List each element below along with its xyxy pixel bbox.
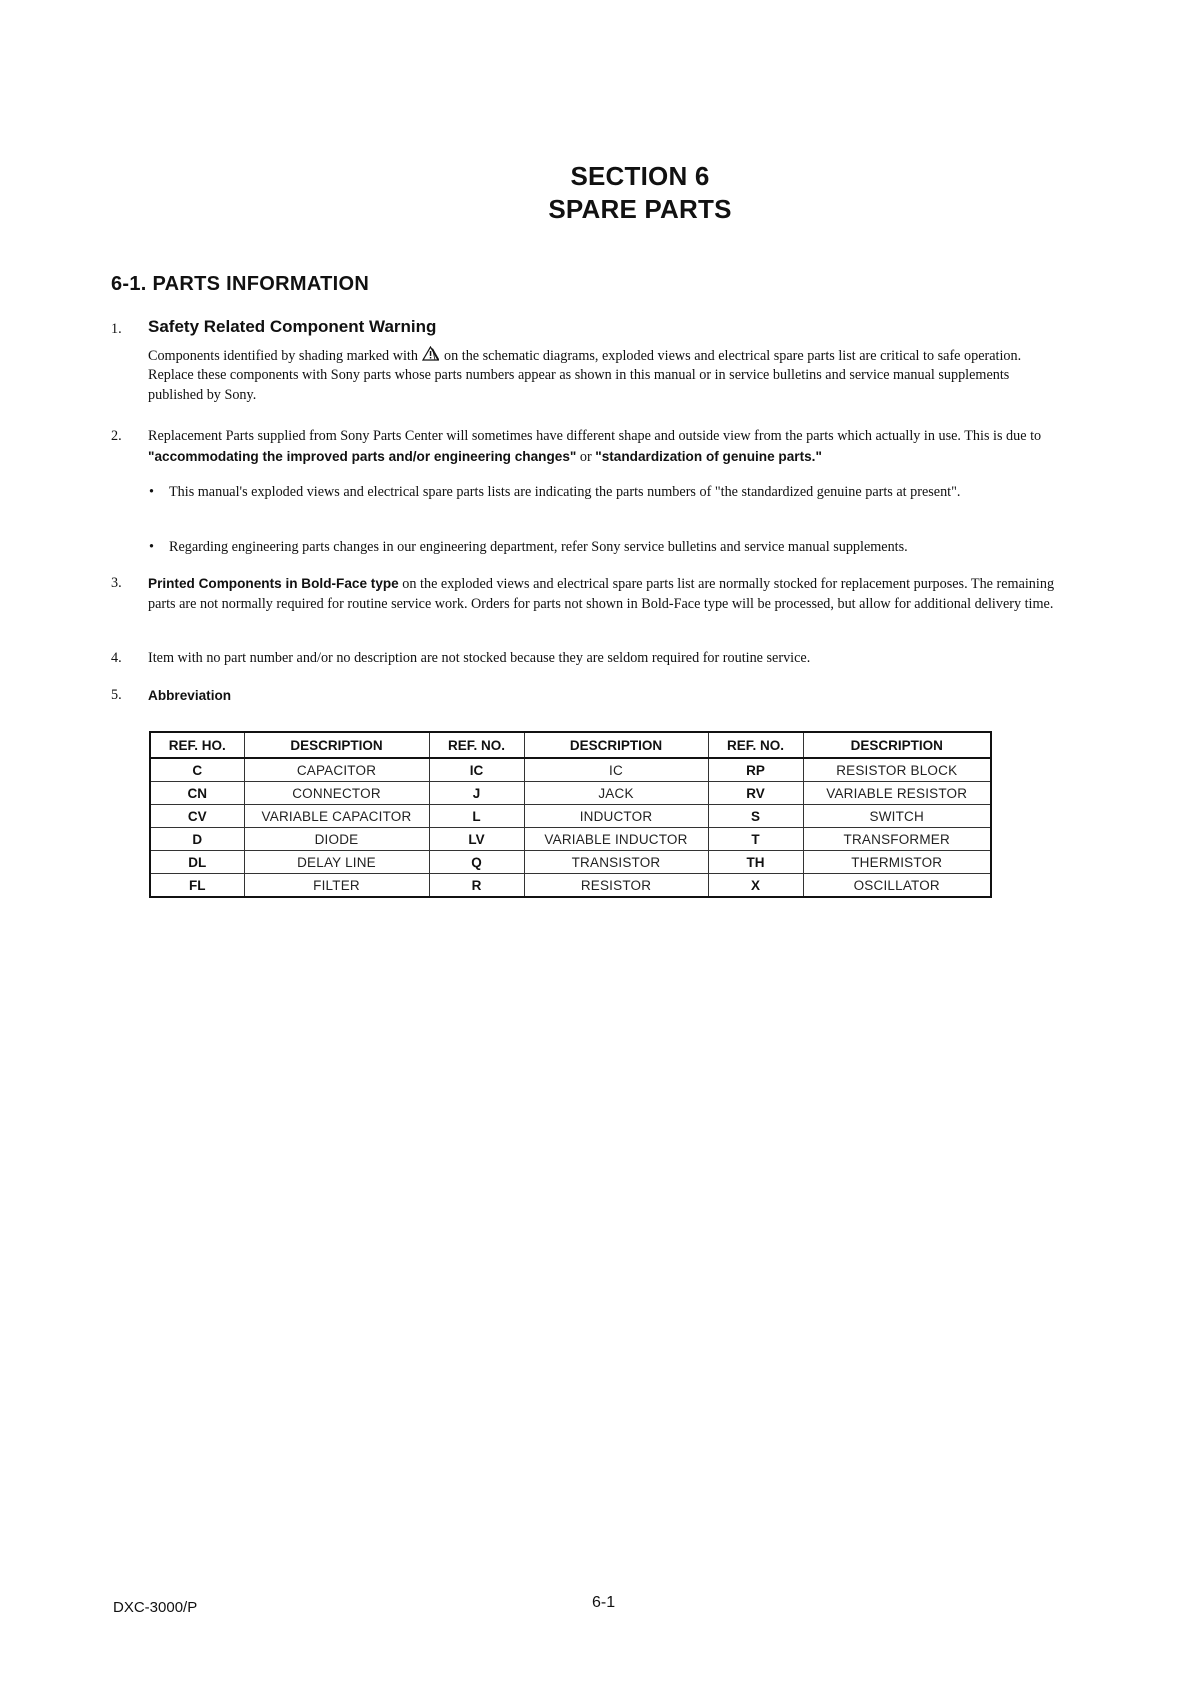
item-2-bullet-2 — [111, 538, 1061, 558]
item-1-text-before-icon: Components identified by shading marked with — [148, 347, 418, 364]
ref-description: CONNECTOR — [244, 782, 429, 805]
ref-description: THERMISTOR — [803, 851, 991, 874]
item-1-paragraph — [148, 346, 1061, 406]
ref-code: J — [429, 782, 524, 805]
ref-description: DIODE — [244, 828, 429, 851]
bullet-dot-icon: • — [149, 484, 154, 500]
item-2-text-b: or — [579, 448, 592, 465]
item-5-heading: Abbreviation — [148, 688, 232, 703]
item-3-bold: Printed Components in Bold-Face type — [148, 576, 399, 591]
ref-code: Q — [429, 851, 524, 874]
ref-description: RESISTOR BLOCK — [803, 758, 991, 782]
ref-code: CN — [150, 782, 244, 805]
ref-code: LV — [429, 828, 524, 851]
ref-description: TRANSISTOR — [524, 851, 708, 874]
table-header-row — [150, 732, 991, 758]
table-row — [150, 782, 991, 805]
item-1-heading: Safety Related Component Warning — [148, 317, 437, 336]
item-2-bold-b: "standardization of genuine parts." — [595, 448, 822, 464]
section-title — [0, 160, 1190, 226]
ref-description: CAPACITOR — [244, 758, 429, 782]
ref-code: FL — [150, 874, 244, 898]
item-4-text: Item with no part number and/or no description are not stocked because they are seldom required for routine service. — [148, 650, 811, 666]
item-3 — [111, 574, 1061, 614]
ref-description: SWITCH — [803, 805, 991, 828]
item-4 — [111, 649, 1061, 669]
item-1 — [111, 317, 1061, 405]
ref-code: C — [150, 758, 244, 782]
table-row — [150, 758, 991, 782]
ref-description: OSCILLATOR — [803, 874, 991, 898]
item-1-text-after-icon: on the schematic diagrams, exploded views and electrical spare parts list are critical to safe operation. Replace these components with Sony parts whose parts numbers appear as shown in this manual or in service bulletins and service manual supplements published by Sony. — [148, 347, 1022, 403]
item-4-number: 4. — [111, 650, 122, 666]
header-description-1: DESCRIPTION — [244, 732, 429, 758]
table-row — [150, 805, 991, 828]
ref-description: IC — [524, 758, 708, 782]
ref-description: VARIABLE INDUCTOR — [524, 828, 708, 851]
ref-description: VARIABLE RESISTOR — [803, 782, 991, 805]
ref-code: RP — [708, 758, 803, 782]
item-1-number: 1. — [111, 321, 122, 337]
item-3-number: 3. — [111, 575, 122, 591]
table-row — [150, 874, 991, 898]
footer-page-number: 6-1 — [592, 1594, 616, 1611]
item-2-bold-a: "accommodating the improved parts and/or engineering changes" — [148, 448, 577, 464]
item-2 — [111, 427, 1061, 467]
footer-model-number: DXC-3000/P — [113, 1599, 198, 1616]
ref-code: TH — [708, 851, 803, 874]
item-5-number: 5. — [111, 687, 122, 703]
header-ref-no-2: REF. NO. — [429, 732, 524, 758]
ref-description: FILTER — [244, 874, 429, 898]
item-3-paragraph — [148, 574, 1061, 614]
ref-code: IC — [429, 758, 524, 782]
header-ref-no-3: REF. NO. — [708, 732, 803, 758]
item-2-paragraph — [148, 427, 1061, 467]
header-ref-no-1: REF. HO. — [150, 732, 244, 758]
ref-code: X — [708, 874, 803, 898]
ref-code: R — [429, 874, 524, 898]
item-2-bullet-1 — [111, 483, 1061, 503]
item-2-bullet-2-text: Regarding engineering parts changes in our engineering department, refer Sony service bulletins and service manual supplements. — [169, 539, 908, 555]
bullet-dot-icon: • — [149, 539, 154, 555]
ref-code: CV — [150, 805, 244, 828]
ref-description: JACK — [524, 782, 708, 805]
abbreviation-table — [149, 731, 992, 898]
section-heading: 6-1. PARTS INFORMATION — [111, 273, 370, 295]
header-description-3: DESCRIPTION — [803, 732, 991, 758]
section-title-line2: SPARE PARTS — [548, 194, 732, 224]
warning-triangle-icon — [422, 346, 439, 361]
table-row — [150, 851, 991, 874]
ref-description: RESISTOR — [524, 874, 708, 898]
ref-code: D — [150, 828, 244, 851]
item-5 — [111, 686, 1061, 706]
table-row — [150, 828, 991, 851]
item-2-text-a: Replacement Parts supplied from Sony Parts Center will sometimes have different shape and outside view from the parts which actually in use. This is due to — [148, 428, 1042, 444]
section-title-line1: SECTION 6 — [570, 161, 710, 191]
item-2-bullet-1-text: This manual's exploded views and electrical spare parts lists are indicating the parts numbers of "the standardized genuine parts at present". — [169, 484, 961, 500]
ref-code: DL — [150, 851, 244, 874]
item-3-text: on the exploded views and electrical spare parts list are normally stocked for replacement purposes. The remaining parts are not normally required for routine service work. Orders for parts not shown in Bold-Face type will be processed, but allow for additional delivery time. — [148, 576, 1055, 612]
item-2-number: 2. — [111, 428, 122, 444]
ref-description: TRANSFORMER — [803, 828, 991, 851]
ref-description: DELAY LINE — [244, 851, 429, 874]
header-description-2: DESCRIPTION — [524, 732, 708, 758]
ref-description: INDUCTOR — [524, 805, 708, 828]
ref-code: T — [708, 828, 803, 851]
ref-description: VARIABLE CAPACITOR — [244, 805, 429, 828]
ref-code: S — [708, 805, 803, 828]
ref-code: RV — [708, 782, 803, 805]
ref-code: L — [429, 805, 524, 828]
